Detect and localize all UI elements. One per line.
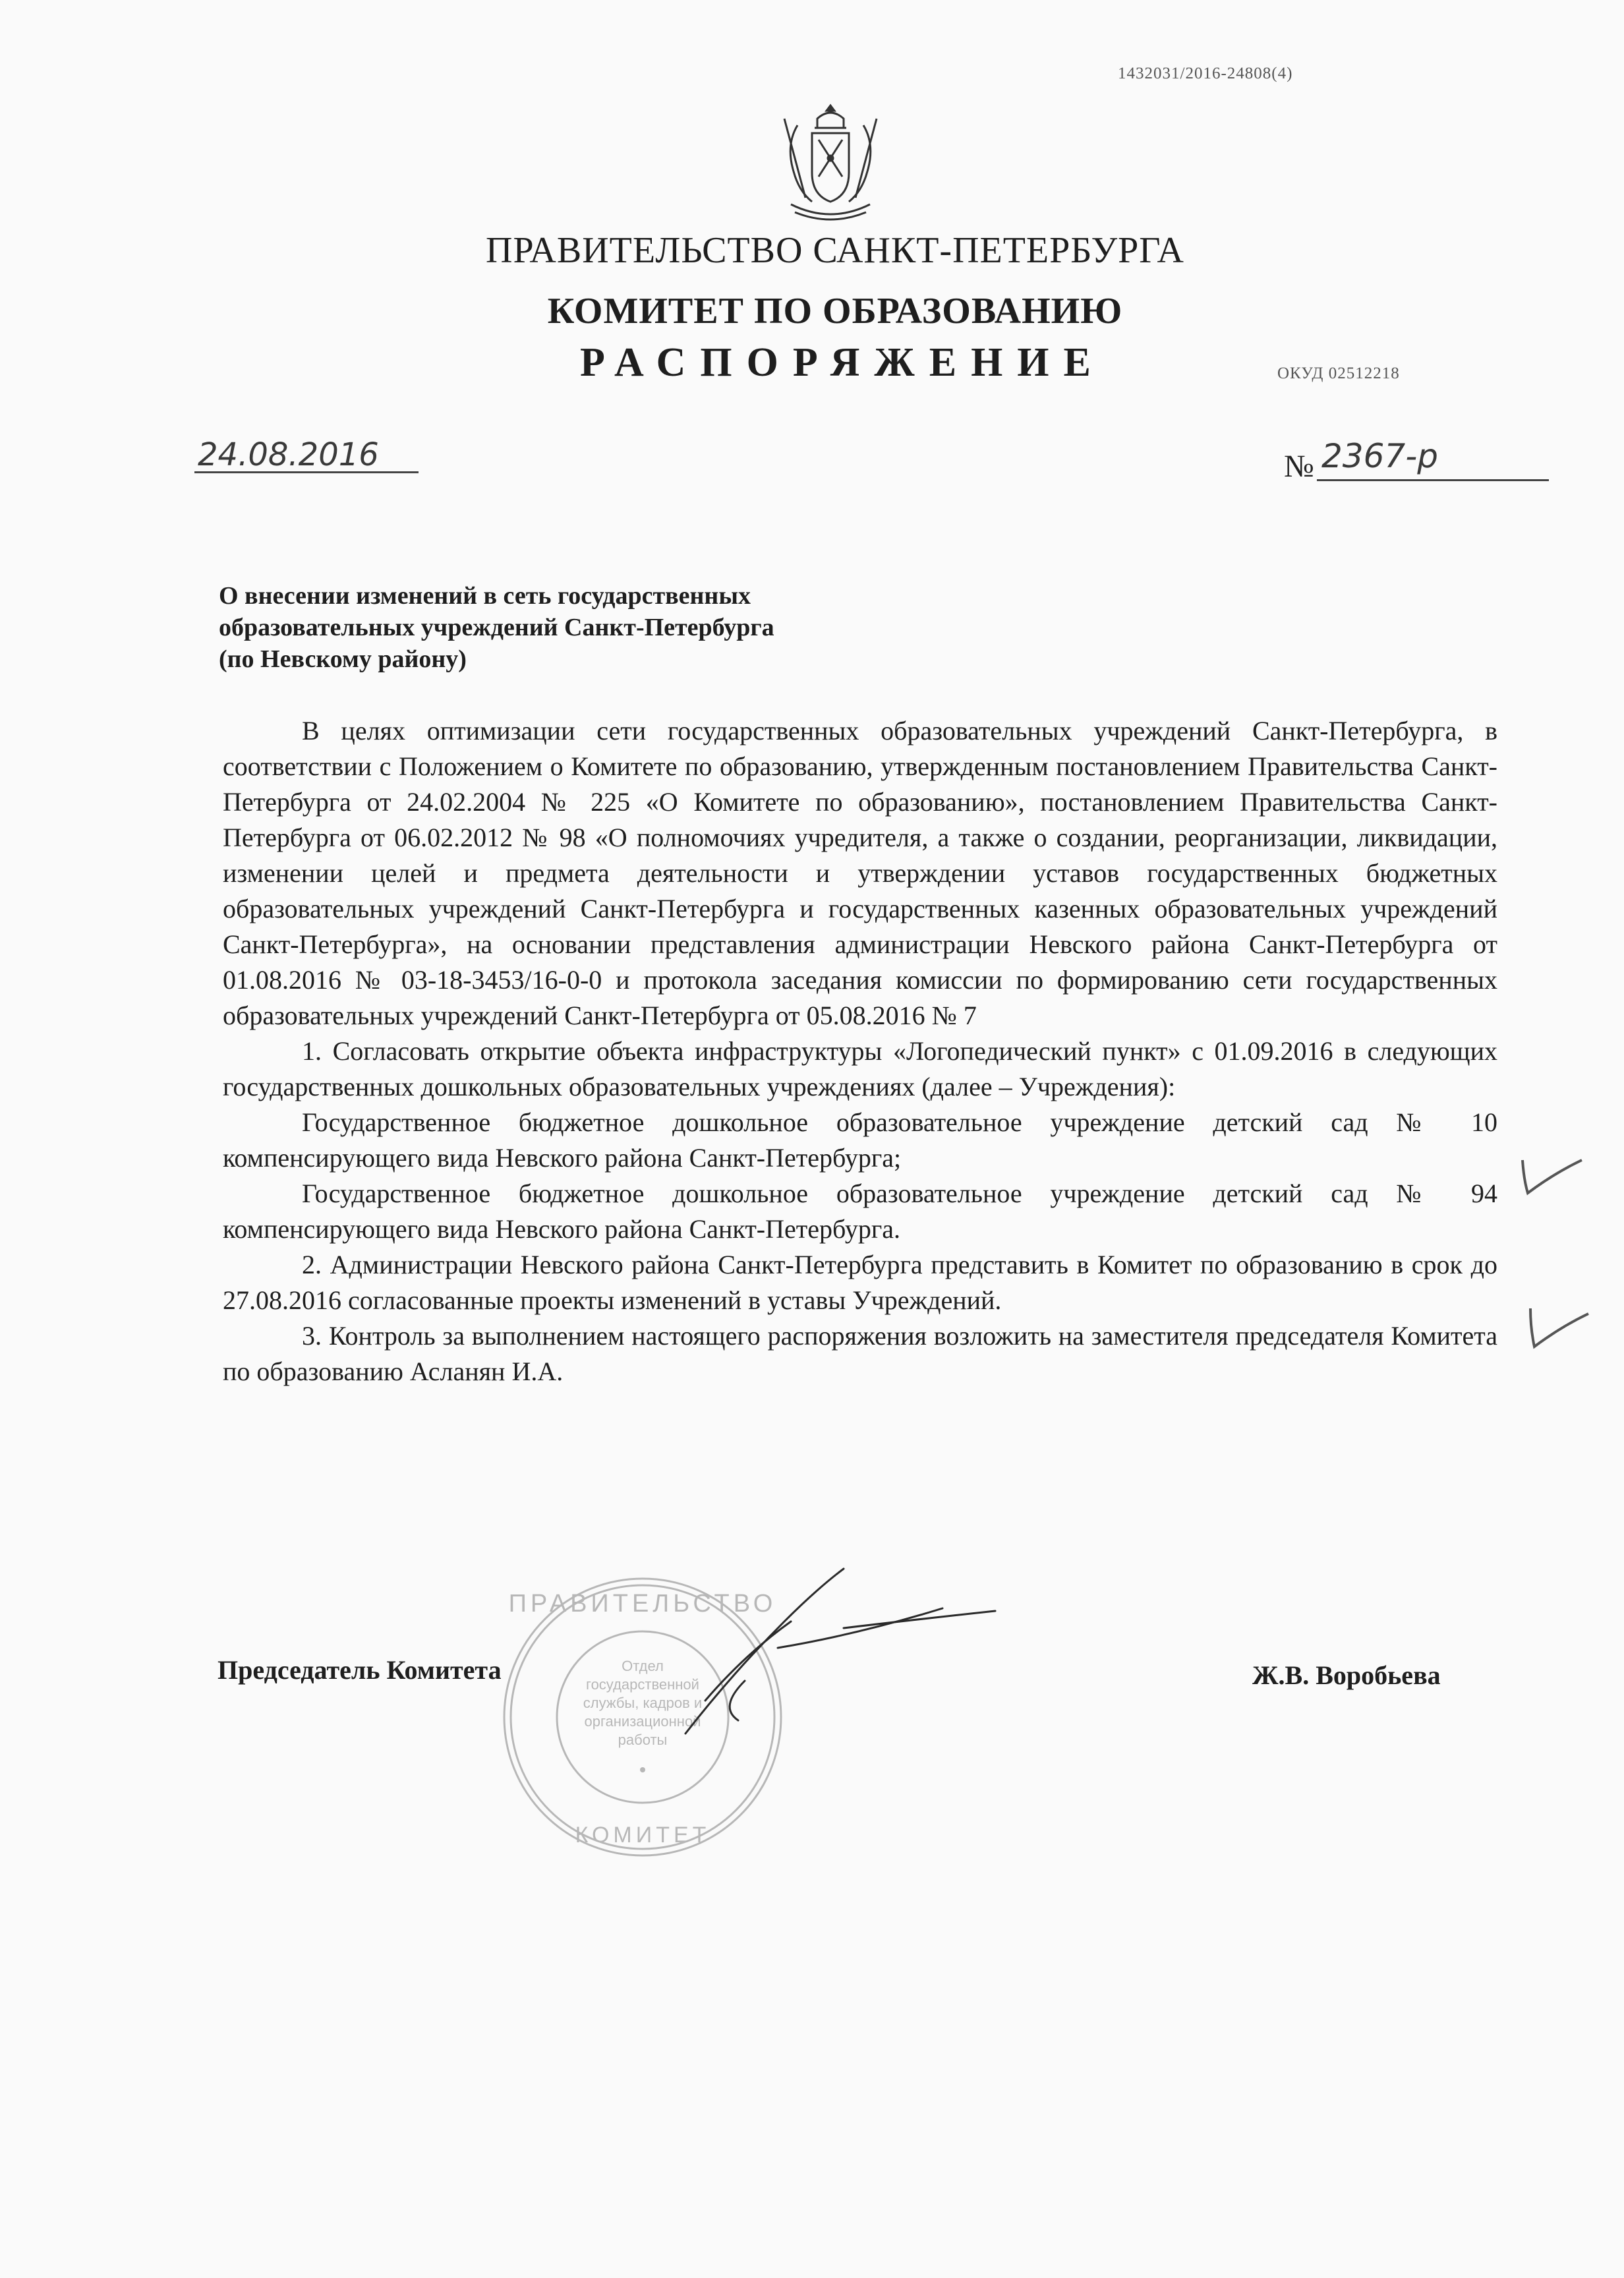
handwritten-signature	[646, 1516, 1015, 1767]
signer-name: Ж.В. Воробьева	[1252, 1660, 1441, 1690]
document-type: РАСПОРЯЖЕНИЕ	[580, 340, 1105, 385]
subject-line: образовательных учреждений Санкт-Петербурга	[219, 614, 774, 641]
document-body	[223, 713, 1497, 1389]
checkmark-icon	[1516, 1289, 1595, 1355]
government-name: ПРАВИТЕЛЬСТВО САНКТ-ПЕТЕРБУРГА	[486, 230, 1184, 271]
paragraph-item-3: 3. Контроль за выполнением настоящего распоряжения возложить на заместителя председателя Комитета по образованию Асланян И.А.	[223, 1321, 1497, 1386]
paragraph-item-1: 1. Согласовать открытие объекта инфраструктуры «Логопедический пункт» с 01.09.2016 в следующих государственных дошкольных образовательных учреждениях (далее – Учреждения):	[223, 1036, 1497, 1101]
paragraph-preamble: В целях оптимизации сети государственных образовательных учреждений Санкт-Петербурга, в соответствии с Положением о Комитете по образованию, утвержденным постановлением Правительства Санкт-Петербурга от 24.02.2004 № 225 «О Комитете по образованию», постановлением Правительства Санкт-Петербурга от 06.02.2012 № 98 «О полномочиях учредителя, а также о создании, реорганизации, ликвидации, изменении целей и предмета деятельности и утверждении уставов государственных бюджетных образовательных учреждений Санкт-Петербурга и государственных казенных образовательных учреждений Санкт-Петербурга», на основании представления администрации Невского района Санкт-Петербурга от 01.08.2016 № 03-18-3453/16-0-0 и протокола заседания комиссии по формированию сети государственных образовательных учреждений Санкт-Петербурга от 05.08.2016 № 7	[223, 716, 1497, 1030]
checkmark-icon	[1509, 1134, 1588, 1200]
subject-line: О внесении изменений в сеть государственных	[219, 582, 751, 610]
subject-heading	[219, 580, 1010, 675]
number-sign: №	[1284, 449, 1314, 484]
subject-line: (по Невскому району)	[219, 645, 467, 673]
svg-text:службы, кадров и: службы, кадров и	[583, 1695, 703, 1711]
svg-text:организационной: организационной	[584, 1713, 701, 1730]
svg-text:КОМИТЕТ: КОМИТЕТ	[575, 1823, 710, 1848]
registration-number: 1432031/2016-24808(4)	[1118, 65, 1293, 82]
number-underline	[1317, 479, 1549, 481]
paragraph-institution-2: Государственное бюджетное дошкольное образовательное учреждение детский сад № 94 компенсирующего вида Невского района Санкт-Петербурга.	[223, 1179, 1497, 1244]
document-date: 24.08.2016	[198, 436, 379, 473]
paragraph-institution-1: Государственное бюджетное дошкольное образовательное учреждение детский сад № 10 компенсирующего вида Невского района Санкт-Петербурга;	[223, 1107, 1497, 1173]
okud-code: ОКУД 02512218	[1277, 365, 1400, 382]
svg-text:ПРАВИТЕЛЬСТВО: ПРАВИТЕЛЬСТВО	[508, 1590, 777, 1618]
date-underline	[194, 471, 419, 473]
svg-text:Отдел: Отдел	[622, 1658, 664, 1674]
paragraph-item-2: 2. Администрации Невского района Санкт-Петербурга представить в Комитет по образованию в срок до 27.08.2016 согласованные проекты изменений в уставы Учреждений.	[223, 1250, 1497, 1315]
document-number: 2367-р	[1321, 437, 1439, 475]
svg-text:государственной: государственной	[586, 1676, 699, 1693]
coat-of-arms-emblem	[771, 99, 890, 231]
committee-name: КОМИТЕТ ПО ОБРАЗОВАНИЮ	[547, 291, 1123, 332]
svg-text:работы: работы	[618, 1732, 668, 1748]
signer-position: Председатель Комитета	[218, 1655, 502, 1685]
